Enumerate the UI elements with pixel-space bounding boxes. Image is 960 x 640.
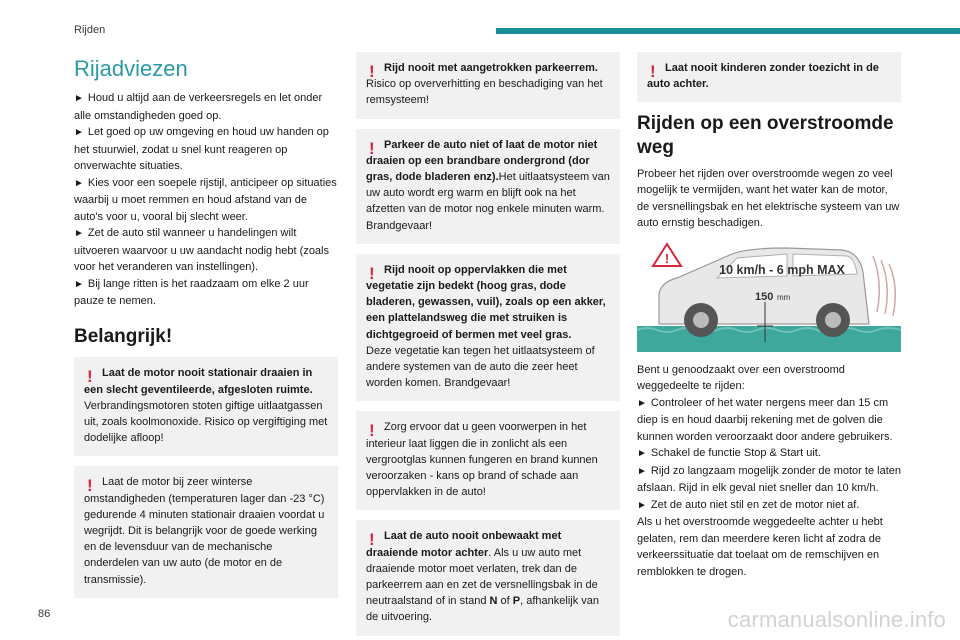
closing-text: Als u het overstroomde weggedeelte achter u hebt gelaten, rem dan meerdere keren licht af zodra de verkeerssituatie dat toelaat om de remschijven en remblokken te drogen. bbox=[637, 516, 883, 578]
warning-text: . Als u uw auto met draaiende motor moet verlaten, trek dan de parkeerrem aan en zet de versnellingsbak in de neutraalstand of in stand bbox=[366, 546, 598, 608]
heading-overstroomde-weg: Rijden op een overstroomde weg bbox=[637, 113, 894, 159]
section-label: Rijden bbox=[74, 24, 106, 36]
motion-line bbox=[881, 260, 887, 314]
warning-text: Verbrandingsmotoren stoten giftige uitlaatgassen uit, zoals koolmonoxide. Risico op vergiftiging met dodelijke afloop! bbox=[84, 399, 328, 445]
speed-label: 10 km/h - 6 mph MAX bbox=[719, 262, 845, 277]
warning-icon: ! bbox=[369, 263, 375, 283]
warning-icon: ! bbox=[369, 530, 375, 550]
bullet-3: ► Kies voor een soepele rijstijl, anticipeer op situaties waarbij u moet remmen en houd afstand van de auto's voor u, vooral bij slecht weer. bbox=[74, 176, 337, 223]
lead-text: Bent u genoodzaakt over een overstroomd weggedeelte te rijden: bbox=[637, 363, 845, 393]
intro-text: Probeer het rijden over overstroomde wegen zo veel mogelijk te vermijden, want het water kan de motor, de versnellingsbak en het elektrische systeem van uw auto ernstig beschadigen. bbox=[637, 167, 900, 230]
warning-bold: Rijd nooit met aangetrokken parkeerrem. bbox=[384, 62, 598, 74]
wheel-hub bbox=[825, 312, 841, 328]
warning-bold: Rijd nooit op oppervlakken die met vegetatie zijn bedekt (hoog gras, dode bladeren, gewassen, vuil), zoals op een akker, een plattelandsweg die met struiken is dichtgegroeid of bermen met veel gras. bbox=[366, 263, 606, 341]
warning-icon: ! bbox=[369, 421, 375, 441]
motion-line bbox=[873, 256, 879, 312]
bullet-arrow-icon: ► bbox=[74, 127, 84, 138]
flood-illustration bbox=[637, 242, 901, 352]
bullet-1: ► Controleer of het water nergens meer dan 15 cm diep is en houd daarbij rekening met de golven die kunnen worden veroorzaakt door andere gebruikers. bbox=[637, 396, 893, 443]
gear-n: N bbox=[489, 595, 498, 608]
page-number: 86 bbox=[38, 608, 51, 620]
wheel-hub bbox=[693, 312, 709, 328]
motion-line bbox=[889, 264, 895, 316]
warning-box bbox=[74, 466, 338, 597]
warning-text: Zorg ervoor dat u geen voorwerpen in het interieur laat liggen die in zonlicht als een vergrootglas kunnen fungeren en brand kunnen veroorzaken - kans op brand of schade aan oppervlakken in de auto! bbox=[366, 421, 598, 499]
bullet-2: ► Let goed op uw omgeving en houd uw handen op het stuurwiel, zodat u snel kunt reageren op onverwachte situaties. bbox=[74, 126, 329, 172]
bullet-4: ► Zet de auto niet stil en zet de motor niet af. bbox=[637, 498, 860, 511]
warning-text: of bbox=[497, 595, 513, 608]
flood-illustration-svg bbox=[637, 242, 901, 352]
bullet-arrow-icon: ► bbox=[74, 93, 84, 104]
warning-text: Risico op oververhitting en beschadiging van het remsysteem! bbox=[366, 78, 603, 107]
bullet-1: ► Houd u altijd aan de verkeersregels en let onder alle omstandigheden goed op. bbox=[74, 92, 323, 122]
bullet-2: ► Schakel de functie Stop & Start uit. bbox=[637, 447, 821, 460]
bullet-arrow-icon: ► bbox=[74, 228, 84, 239]
warning-icon: ! bbox=[369, 138, 375, 158]
heading-belangrijk: Belangrijk! bbox=[74, 325, 173, 347]
warning-triangle-mark: ! bbox=[664, 250, 670, 266]
warning-box bbox=[356, 411, 620, 510]
warning-bold: Laat de auto nooit onbewaakt met draaiende motor achter bbox=[366, 530, 562, 559]
warning-box bbox=[637, 52, 901, 102]
warning-icon: ! bbox=[650, 62, 656, 81]
warning-bold: Laat de motor nooit stationair draaien in een slecht geventileerde, afgesloten ruimte. bbox=[84, 367, 313, 396]
warning-box bbox=[356, 129, 620, 244]
warning-bold: Laat nooit kinderen zonder toezicht in de auto achter. bbox=[647, 62, 879, 91]
bullet-arrow-icon: ► bbox=[637, 499, 647, 511]
depth-label: 150 bbox=[755, 290, 774, 303]
warning-text: , afhankelijk van de uitvoering. bbox=[366, 595, 600, 624]
warning-box bbox=[356, 254, 620, 402]
bullet-arrow-icon: ► bbox=[637, 448, 647, 460]
gear-p: P bbox=[512, 595, 521, 608]
warning-box bbox=[356, 52, 620, 119]
depth-unit: mm bbox=[777, 292, 791, 302]
warning-text: Laat de motor bij zeer winterse omstandigheden (temperaturen lager dan -23 °C) gedurende 4 minuten stationair draaien voordat u wegrijdt. Dit is belangrijk voor de goede werking en de levensduur van de mechanische onderdelen van uw auto (de motor en de transmissie). bbox=[84, 476, 325, 586]
column-2 bbox=[356, 52, 620, 640]
warning-icon: ! bbox=[87, 367, 93, 387]
warning-icon: ! bbox=[369, 62, 375, 81]
bullet-arrow-icon: ► bbox=[637, 397, 647, 409]
warning-box bbox=[356, 520, 620, 635]
bullet-5: ► Bij lange ritten is het raadzaam om elke 2 uur pauze te nemen. bbox=[74, 277, 309, 307]
bullet-arrow-icon: ► bbox=[74, 177, 84, 189]
bullet-arrow-icon: ► bbox=[74, 278, 84, 290]
column-1 bbox=[74, 50, 338, 608]
column-3 bbox=[637, 52, 901, 580]
warning-icon: ! bbox=[87, 476, 93, 496]
warning-box bbox=[74, 357, 338, 456]
warning-text: Het uitlaatsysteem van uw auto wordt erg warm en blijft ook na het afzetten van de motor nog enkele minuten warm. Brandgevaar! bbox=[366, 171, 610, 232]
header-bar bbox=[496, 28, 960, 34]
page-title: Rijadviezen bbox=[74, 56, 188, 81]
warning-text: Deze vegetatie kan tegen het uitlaatsysteem of andere systemen van de auto die zeer heet worden komen. Brandgevaar! bbox=[366, 344, 595, 390]
watermark: carmanualsonline.info bbox=[727, 607, 946, 632]
bullet-4: ► Zet de auto stil wanneer u handelingen wilt uitvoeren waarvoor u uw aandacht nodig hebt (zoals voor het veranderen van instellingen). bbox=[74, 227, 329, 273]
bullet-arrow-icon: ► bbox=[637, 465, 647, 477]
warning-bold: Parkeer de auto niet of laat de motor niet draaien op een brandbare ondergrond (dor gras, dode bladeren enz). bbox=[366, 138, 598, 184]
bullet-3: ► Rijd zo langzaam mogelijk zonder de motor te laten afslaan. Rijd in elk geval niet sneller dan 10 km/h. bbox=[637, 464, 901, 495]
